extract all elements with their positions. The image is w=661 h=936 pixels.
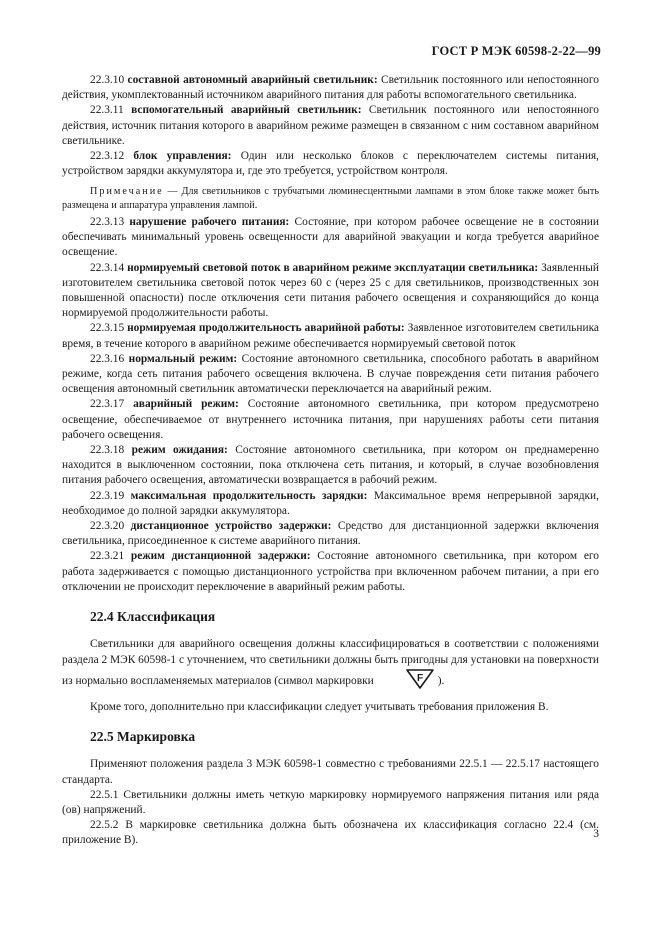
definition-term: составной автономный аварийный светильник: — [127, 74, 378, 86]
section-heading-classification: 22.4 Классификация — [90, 609, 216, 625]
definition-term: вспомогательный аварийный светильник: — [131, 104, 362, 117]
definition-22-3-18: 22.3.18 режим ожидания: Состояние автономного светильника, при котором он преднамеренно находится в выключенном состоянии, пока отключена сеть питания, и который, в случае возобновления питания рабочего освещения, автоматически возвращается в рабочий режим. — [62, 444, 599, 487]
page-number: 3 — [593, 828, 599, 840]
section-heading-marking: 22.5 Маркировка — [90, 729, 196, 745]
definition-term: режим ожидания: — [131, 444, 228, 457]
definition-22-3-16: 22.3.16 нормальный режим: Состояние автономного светильника, способного работать в аварийном режиме, когда сеть питания рабочего освещения включена. В случае повреждения сети питания рабочего освещения автономный светильник автоматически переключается на аварийный режим. — [62, 352, 599, 396]
definition-22-3-15: 22.3.15 нормируемая продолжительность аварийной работы: Заявленное изготовителем светильника время, в течение которого в аварийном режиме обеспечивается нормируемый световой поток — [62, 322, 599, 350]
definition-term: нормируемый световой поток в аварийном режиме эксплуатации светильника: — [127, 261, 539, 274]
marking-paragraph-22-5-2: 22.5.2 В маркировке светильника должна быть обозначена их классификация согласно 22.4 (см. приложение В). — [62, 819, 599, 847]
definition-term: нормальный режим: — [128, 352, 238, 365]
definition-22-3-14: 22.3.14 нормируемый световой поток в аварийном режиме эксплуатации светильника: Заявленный изготовителем светильника световой поток через 60 с (через 25 с для светильников, производственных зон повышенной опасности) после отключения сети питания рабочего освещения и сохраняющийся до конца нормируемой продолжительности работы. — [62, 261, 599, 320]
definition-term: дистанционное устройство задержки: — [130, 520, 332, 533]
symbol-letter: F — [416, 672, 423, 684]
definition-term: максимальная продолжительность зарядки: — [130, 489, 368, 502]
standard-header: ГОСТ Р МЭК 60598-2-22—99 — [431, 44, 601, 58]
marking-paragraph-22-5-1: 22.5.1 Светильники должны иметь четкую маркировку нормируемого напряжения питания или ряда (ов) напряжений. — [62, 788, 599, 816]
classification-paragraph: Светильники для аварийного освещения должны классифицироваться в соответствии с положениями раздела 2 МЭК 60598-1 с уточнением, что светильники должны быть пригодны для установки на поверхности из нормально воспламеняемых материалов (символ маркировки F ). — [62, 637, 599, 695]
flammable-surface-symbol-icon — [377, 668, 435, 695]
definition-22-3-11: 22.3.11 вспомогательный аварийный светильник: Светильник постоянного или непостоянного действия, источник питания которого в аварийном режиме размещен в связанном с ним составном аварийном светильнике. — [62, 104, 599, 147]
note-paragraph: Примечание — Для светильников с трубчатыми люминесцентными лампами в этом блоке также может быть размещена и аппаратура управления лампой. — [62, 186, 599, 211]
definition-22-3-19: 22.3.19 максимальная продолжительность зарядки: Максимальное время непрерывной зарядки, необходимое до полной зарядки аккумулятора. — [62, 489, 600, 517]
classification-additional-paragraph: Кроме того, дополнительно при классификации следует учитывать требования приложения В. — [90, 700, 549, 713]
definition-22-3-20: 22.3.20 дистанционное устройство задержки: Средство для дистанционной задержки включения светильника, присоединенное к системе аварийного питания. — [62, 520, 599, 548]
document-body — [62, 73, 599, 849]
definition-term: режим дистанционной задержки: — [130, 550, 311, 563]
definition-term: нормируемая продолжительность аварийной работы: — [127, 322, 405, 335]
definition-22-3-10: 22.3.10 составной автономный аварийный светильник: Светильник постоянного или непостоянного действия, укомплектованный источником аварийного питания для работы вспомогательного светильника. — [62, 74, 599, 102]
note-label: Примечание — [90, 186, 164, 198]
definition-22-3-12: 22.3.12 блок управления: Один или несколько блоков с переключателем системы питания, устройством зарядки аккумулятора и, где это требуется, устройством контроля. — [62, 150, 599, 178]
definition-22-3-21: 22.3.21 режим дистанционной задержки: Состояние автономного светильника, при котором его работа задерживается с помощью дистанционного устройства при включенном рабочем питании, а при его отключении не происходит переключение в аварийный режим работы. — [62, 550, 599, 593]
definition-22-3-17: 22.3.17 аварийный режим: Состояние автономного светильника, при котором предусмотрено освещение, обеспечиваемое от внутреннего источника питания, при нарушениях работы сети питания рабочего освещения. — [62, 398, 599, 441]
definition-term: нарушение рабочего питания: — [129, 216, 290, 229]
marking-paragraph-intro: Применяют положения раздела 3 МЭК 60598-1 совместно с требованиями 22.5.1 — 22.5.17 настоящего стандарта. — [62, 758, 599, 786]
definition-term: аварийный режим: — [133, 398, 239, 411]
definition-22-3-13: 22.3.13 нарушение рабочего питания: Состояние, при котором рабочее освещение не в состоянии обеспечивать минимальный уровень освещенности для аварийной эвакуации и когда требуется аварийное освещение. — [62, 216, 599, 259]
definition-term: блок управления: — [133, 150, 232, 163]
